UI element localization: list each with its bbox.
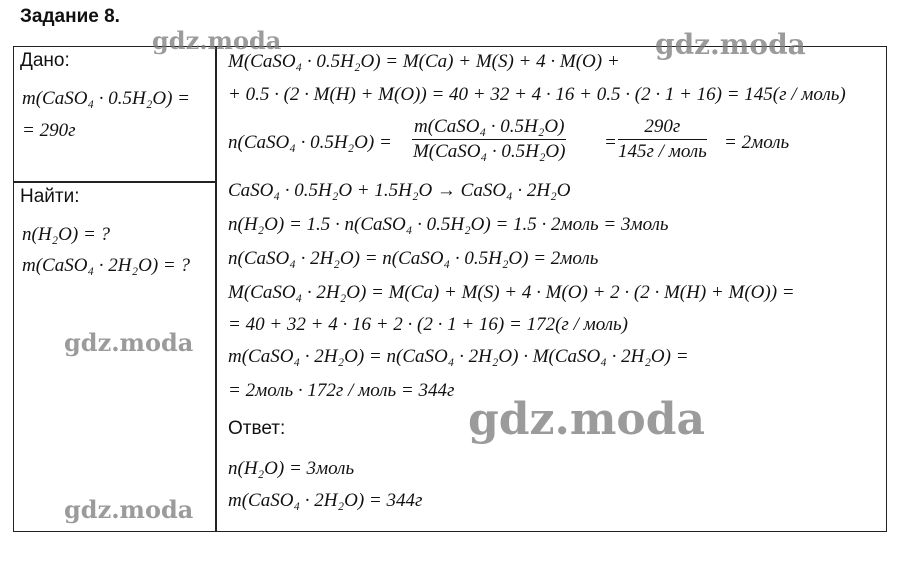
equals-sign: = <box>604 132 617 153</box>
solution-line-3-result: = 2моль <box>724 132 790 153</box>
fraction-1-numerator: m(CaSO₄ · 0.5H₂O) <box>412 116 566 140</box>
answer-line-1: n(H₂O) = 3моль <box>228 458 355 479</box>
column-divider <box>215 46 217 532</box>
given-line-1: m(CaSO₄ · 0.5H₂O) = <box>22 88 190 109</box>
answer-label: Ответ: <box>228 418 286 439</box>
watermark-bottom-left: gdz.moda <box>64 495 194 524</box>
find-line-2: m(CaSO₄ · 2H₂O) = ? <box>22 255 190 276</box>
fraction-mass-over-molar <box>412 116 566 163</box>
find-label: Найти: <box>20 186 80 207</box>
solution-line-1: M(CaSO₄ · 0.5H₂O) = M(Ca) + M(S) + 4 · M(O) + <box>228 51 620 72</box>
solution-line-6: n(CaSO₄ · 2H₂O) = n(CaSO₄ · 0.5H₂O) = 2моль <box>228 248 599 269</box>
solution-line-8: = 40 + 32 + 4 · 16 + 2 · (2 · 1 + 16) = 172(г / моль) <box>228 314 629 335</box>
fraction-1-denominator: M(CaSO₄ · 0.5H₂O) <box>412 141 566 162</box>
watermark-center: gdz.moda <box>468 394 706 445</box>
watermark-top-right: gdz.moda <box>655 28 806 61</box>
solution-line-3-left: n(CaSO₄ · 0.5H₂O) = <box>228 132 392 153</box>
fraction-2-numerator: 290г <box>618 116 707 140</box>
solution-line-10: = 2моль · 172г / моль = 344г <box>228 380 455 401</box>
fraction-2-denominator: 145г / моль <box>618 141 707 162</box>
solution-line-7: M(CaSO₄ · 2H₂O) = M(Ca) + M(S) + 4 · M(O) + 2 · (2 · M(H) + M(O)) = <box>228 282 795 303</box>
task-title: Задание 8. <box>20 6 120 27</box>
reaction-equation: CaSO₄ · 0.5H₂O + 1.5H₂O → CaSO₄ · 2H₂O <box>228 180 571 201</box>
solution-line-5: n(H₂O) = 1.5 · n(CaSO₄ · 0.5H₂O) = 1.5 · 2моль = 3моль <box>228 214 669 235</box>
find-line-1: n(H₂O) = ? <box>22 224 111 245</box>
given-line-2: = 290г <box>22 120 76 141</box>
solution-line-9: m(CaSO₄ · 2H₂O) = n(CaSO₄ · 2H₂O) · M(CaSO₄ · 2H₂O) = <box>228 346 689 367</box>
fraction-values <box>618 116 707 163</box>
solution-line-2: + 0.5 · (2 · M(H) + M(O)) = 40 + 32 + 4 · 16 + 0.5 · (2 · 1 + 16) = 145(г / моль) <box>228 84 846 105</box>
answer-line-2: m(CaSO₄ · 2H₂O) = 344г <box>228 490 423 511</box>
row-divider <box>13 181 216 183</box>
given-label: Дано: <box>20 50 70 71</box>
watermark-left-middle: gdz.moda <box>64 328 194 357</box>
watermark-top-left: gdz.moda <box>152 26 282 55</box>
